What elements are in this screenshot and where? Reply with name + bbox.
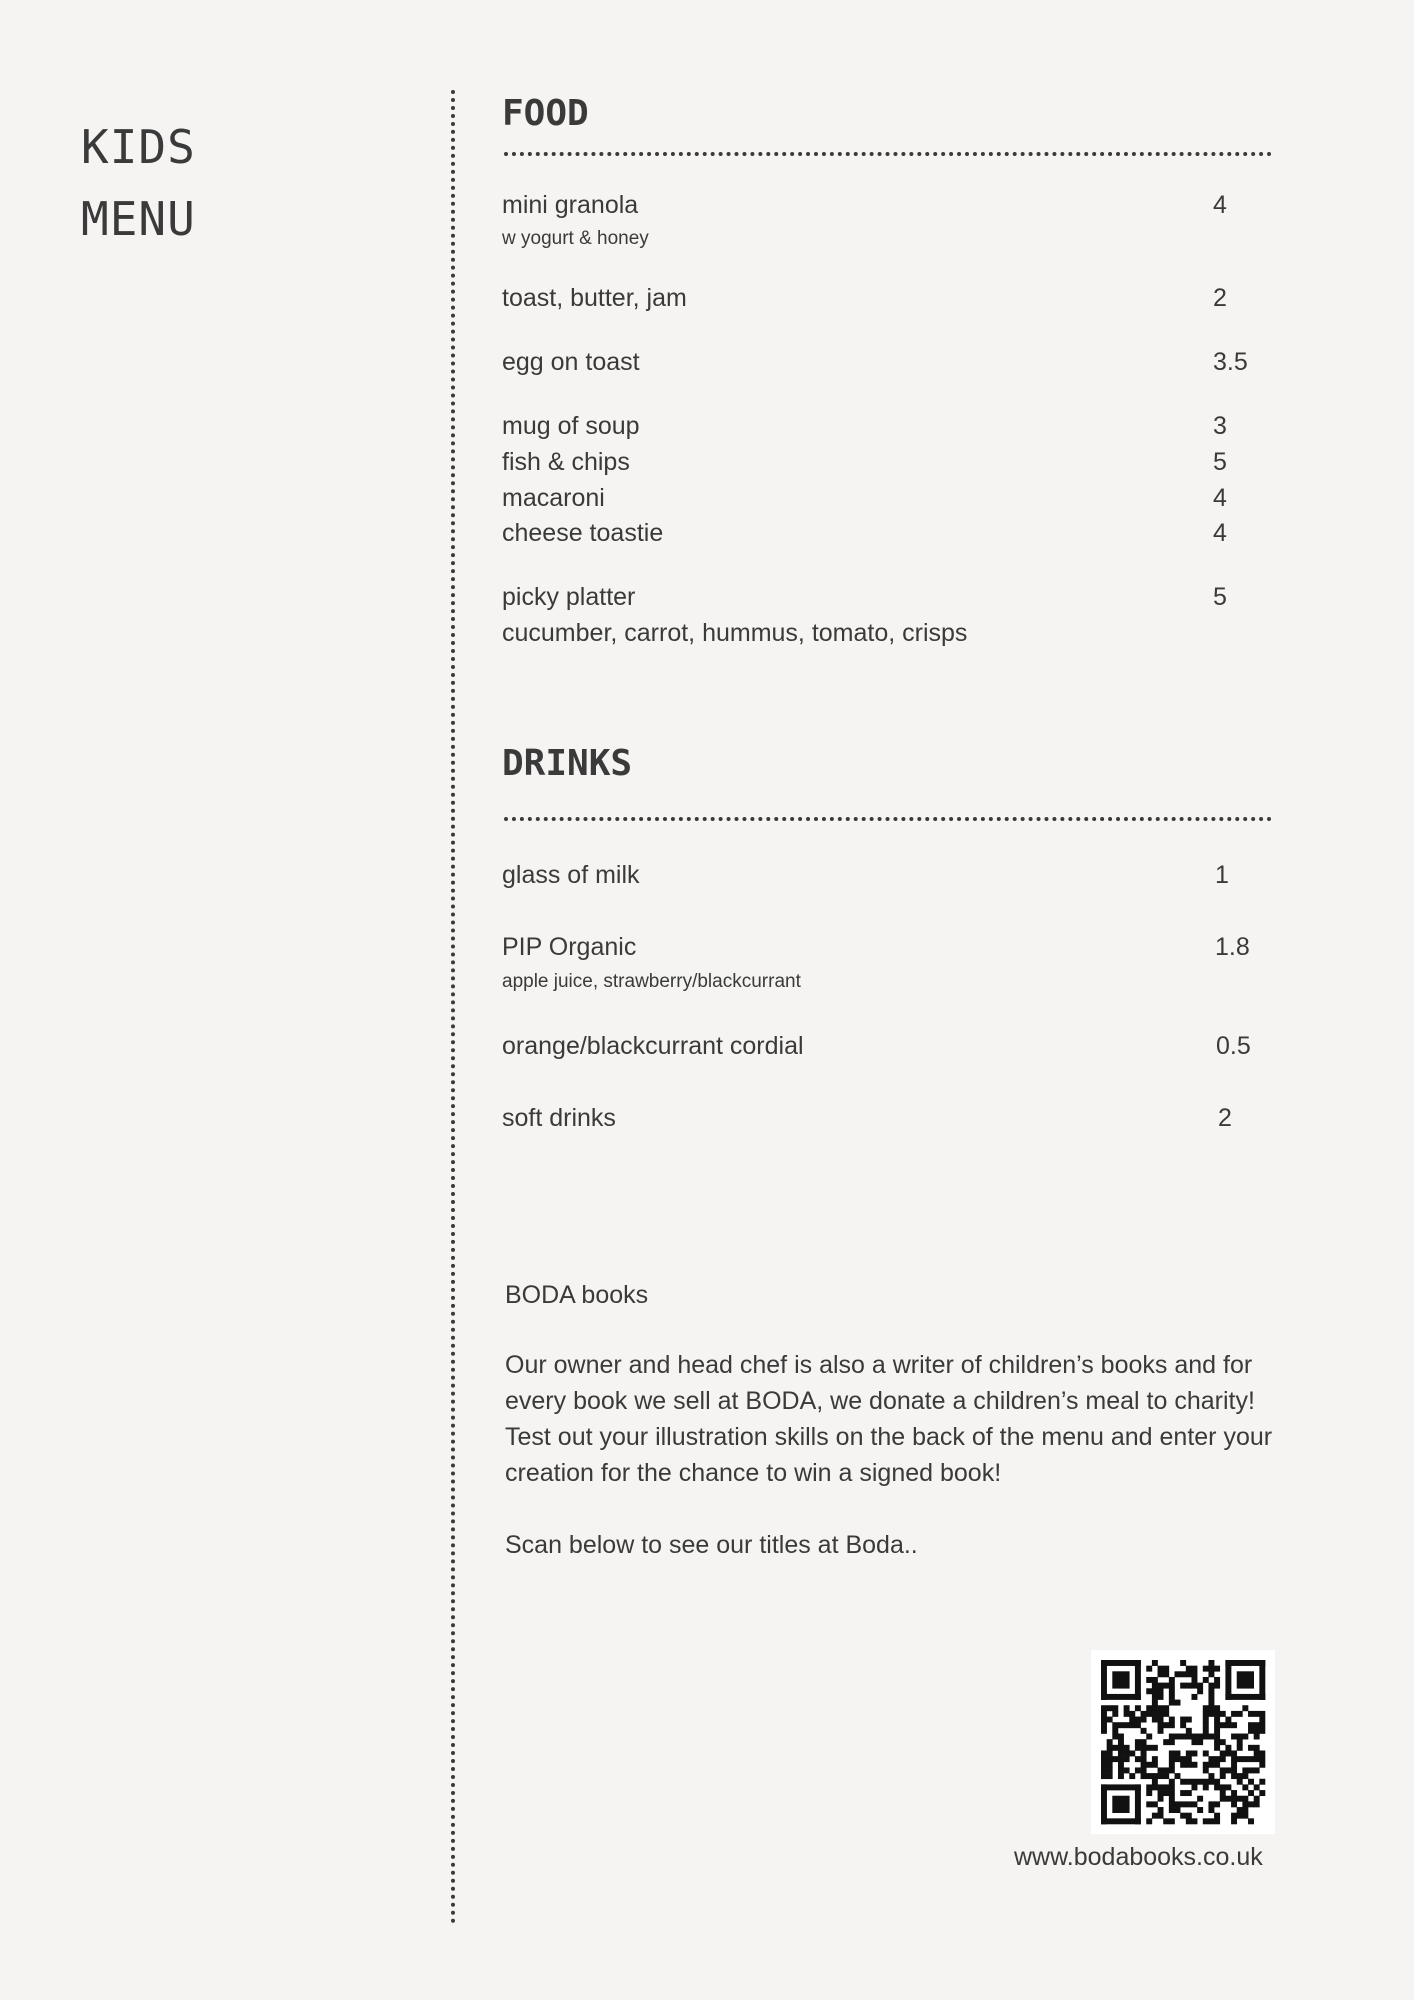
- vertical-divider: [451, 90, 455, 1925]
- drinks-heading: DRINKS: [502, 743, 633, 784]
- food-item-price: 2: [1213, 284, 1227, 312]
- food-item-name: fish & chips: [502, 448, 630, 476]
- boda-paragraph: Our owner and head chef is also a writer of children’s books and for every book we sell at BODA, we donate a children’s meal to charity! Test out your illustration skills on the back of the menu and enter your creation for the chance to win a signed book!: [505, 1351, 1273, 1487]
- food-item-name: mini granola: [502, 191, 639, 219]
- qr-code-graphic: [1091, 1650, 1275, 1834]
- drinks-rule: [504, 817, 1272, 821]
- drink-item-price: 1.8: [1215, 933, 1250, 961]
- drink-item-name: PIP Organic: [502, 933, 637, 961]
- food-item-note: cucumber, carrot, hummus, tomato, crisps: [502, 619, 968, 647]
- food-item-price: 4: [1213, 519, 1227, 547]
- food-item-note: w yogurt & honey: [502, 228, 649, 249]
- food-item-name: toast, butter, jam: [502, 284, 687, 312]
- food-rule: [504, 152, 1272, 156]
- food-item-name: egg on toast: [502, 348, 640, 376]
- drink-item-name: glass of milk: [502, 861, 640, 889]
- drink-item-name: orange/blackcurrant cordial: [502, 1032, 804, 1060]
- food-item-price: 5: [1213, 448, 1227, 476]
- food-item-name: macaroni: [502, 484, 605, 512]
- boda-heading: BODA books: [505, 1281, 649, 1309]
- menu-title-menu: MENU: [81, 192, 196, 246]
- food-item-name: picky platter: [502, 583, 636, 611]
- food-item-name: mug of soup: [502, 412, 640, 440]
- drink-item-name: soft drinks: [502, 1104, 616, 1132]
- menu-title-kids: KIDS: [81, 120, 196, 174]
- food-item-price: 3.5: [1213, 348, 1248, 376]
- food-item-price: 4: [1213, 191, 1227, 219]
- boda-scan-text: Scan below to see our titles at Boda..: [505, 1531, 918, 1559]
- drink-item-note: apple juice, strawberry/blackcurrant: [502, 971, 801, 992]
- food-item-price: 4: [1213, 484, 1227, 512]
- drink-item-price: 0.5: [1216, 1032, 1251, 1060]
- qr-code-icon[interactable]: [1091, 1650, 1275, 1834]
- food-item-price: 5: [1213, 583, 1227, 611]
- boda-url-link[interactable]: www.bodabooks.co.uk: [1014, 1843, 1263, 1871]
- drink-item-price: 1: [1215, 861, 1229, 889]
- food-item-price: 3: [1213, 412, 1227, 440]
- food-item-name: cheese toastie: [502, 519, 664, 547]
- food-heading: FOOD: [502, 93, 589, 134]
- drink-item-price: 2: [1218, 1104, 1232, 1132]
